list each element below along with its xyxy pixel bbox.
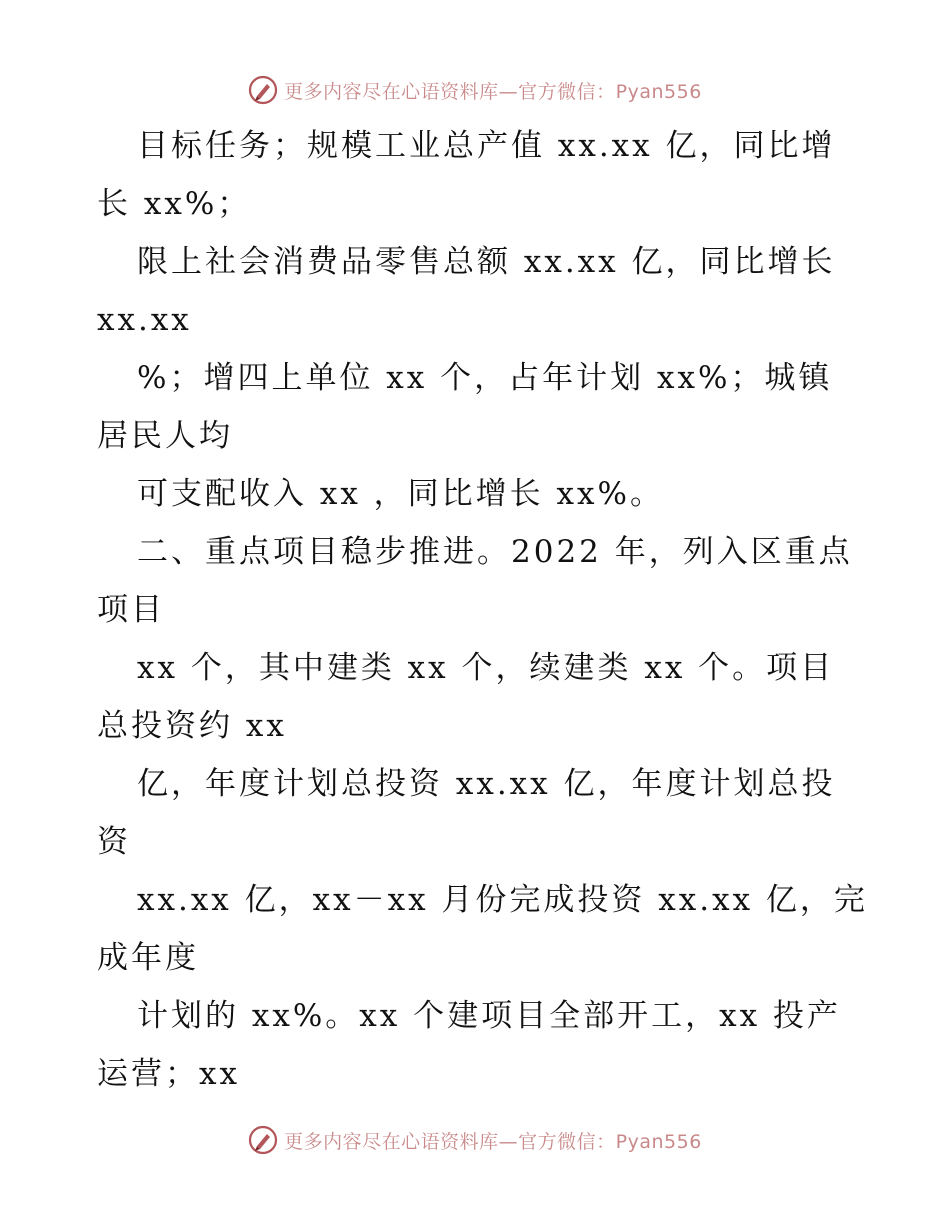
text-line: 项目 — [97, 592, 165, 628]
text-line: 限上社会消费品零售总额 xx.xx 亿，同比增长 — [137, 244, 836, 280]
document-body — [97, 117, 877, 1103]
footer-banner — [0, 1120, 950, 1160]
text-line: 计划的 xx%。xx 个建项目全部开工，xx 投产 — [137, 998, 841, 1034]
text-line: 资 — [97, 824, 131, 860]
text-line: 二、重点项目稳步推进。2022 年，列入区重点 — [137, 534, 853, 570]
text-line: xx.xx 亿，xx－xx 月份完成投资 xx.xx 亿，完 — [137, 882, 868, 918]
header-banner-text: 更多内容尽在心语资料库—官方微信：Pyan556 — [284, 80, 702, 103]
header-banner — [0, 70, 950, 110]
text-line: 长 xx%； — [97, 186, 252, 222]
footer-banner-text: 更多内容尽在心语资料库—官方微信：Pyan556 — [284, 1130, 702, 1153]
text-line: 成年度 — [97, 940, 199, 976]
text-line: %；增四上单位 xx 个，占年计划 xx%；城镇 — [137, 360, 833, 396]
text-line: 可支配收入 xx ，同比增长 xx%。 — [137, 476, 664, 512]
text-line: xx.xx — [97, 302, 192, 338]
text-line: xx 个，其中建类 xx 个，续建类 xx 个。项目 — [137, 650, 835, 686]
text-line: 总投资约 xx — [97, 708, 287, 744]
text-line: 居民人均 — [97, 418, 233, 454]
text-line: 目标任务；规模工业总产值 xx.xx 亿，同比增 — [137, 128, 836, 164]
pen-logo-icon — [248, 1125, 278, 1155]
pen-logo-icon — [248, 75, 278, 105]
text-line: 运营；xx — [97, 1056, 240, 1092]
text-line: 亿，年度计划总投资 xx.xx 亿，年度计划总投 — [137, 766, 836, 802]
